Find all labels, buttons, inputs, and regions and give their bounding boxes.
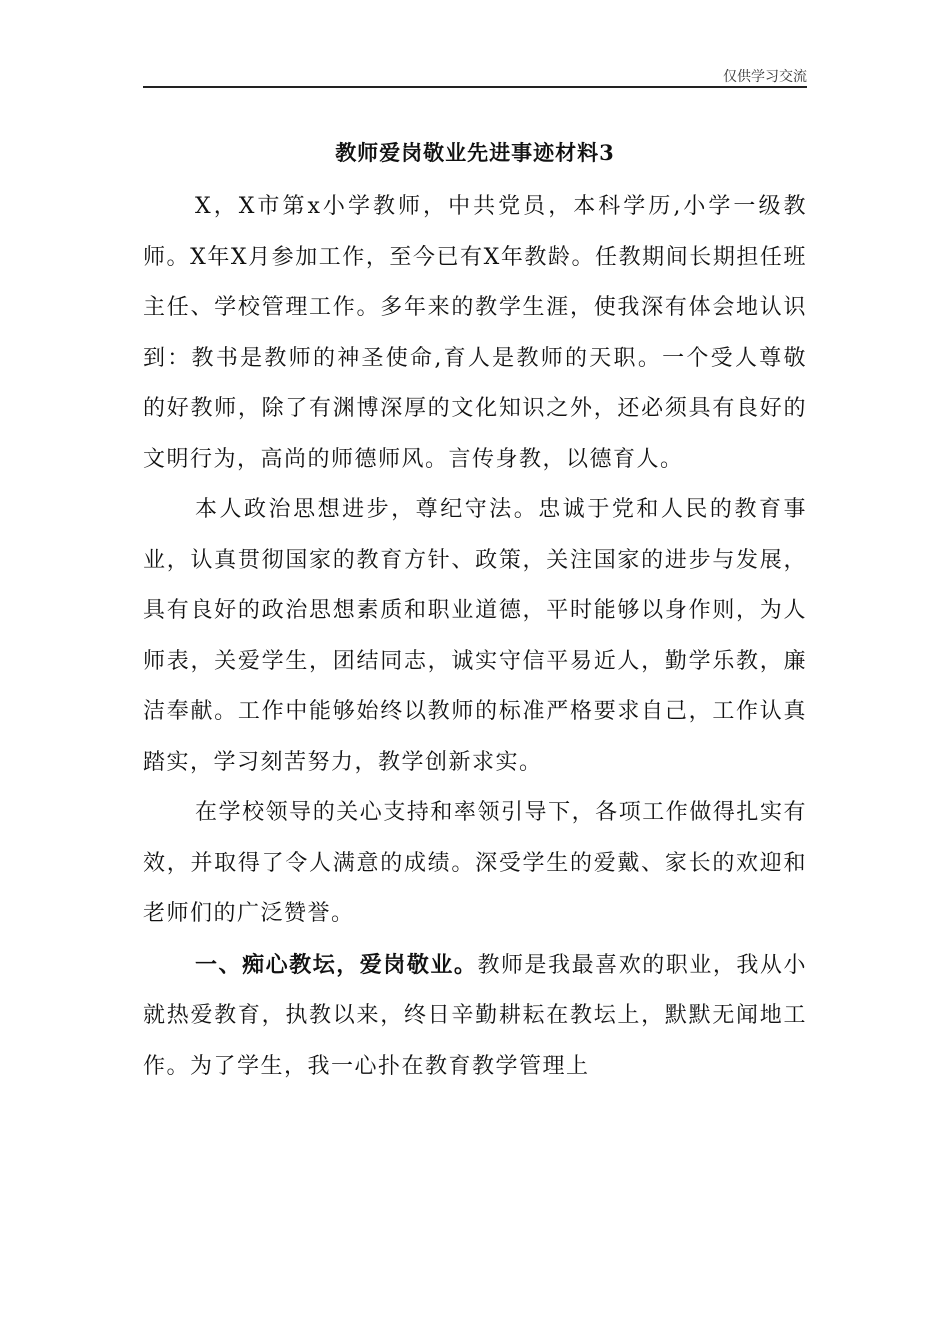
header-note: 仅供学习交流 (723, 69, 807, 85)
document-body (143, 130, 807, 1092)
paragraph-3-text: 在学校领导的关心支持和率领引导下，各项工作做得扎实有效，并取得了令人满意的成绩。深受学生的爱戴、家长的欢迎和老师们的广泛赞誉。 (143, 800, 807, 926)
paragraph-3 (143, 788, 807, 940)
paragraph-1 (143, 182, 807, 485)
paragraph-2 (143, 485, 807, 788)
paragraph-2-text: 本人政治思想进步，尊纪守法。忠诚于党和人民的教育事业，认真贯彻国家的教育方针、政策，关注国家的进步与发展，具有良好的政治思想素质和职业道德，平时能够以身作则，为人师表，关爱学生，团结同志，诚实守信平易近人，勤学乐教，廉洁奉献。工作中能够始终以教师的标准严格要求自己，工作认真踏实，学习刻苦努力，教学创新求实。 (143, 497, 807, 775)
section-heading: 一、痴心教坛，爱岗敬业。 (195, 951, 478, 978)
header-divider (143, 86, 807, 88)
paragraph-4-text: 教师是我最喜欢的职业，我从小就热爱教育，执教以来，终日辛勤耕耘在教坛上，默默无闻地工作。为了学生，我一心扑在教育教学管理上 (143, 952, 807, 1079)
document-title: 教师爱岗敬业先进事迹材料3 (335, 140, 615, 165)
paragraph-1-text: X，X市第x小学教师，中共党员，本科学历,小学一级教师。X年X月参加工作，至今已有X年教龄。任教期间长期担任班主任、学校管理工作。多年来的教学生涯，使我深有体会地认识到：教书是教师的神圣使命,育人是教师的天职。一个受人尊敬的好教师，除了有渊博深厚的文化知识之外，还必须具有良好的文明行为，高尚的师德师风。言传身教，以德育人。 (143, 194, 807, 472)
paragraph-4 (143, 940, 807, 1093)
